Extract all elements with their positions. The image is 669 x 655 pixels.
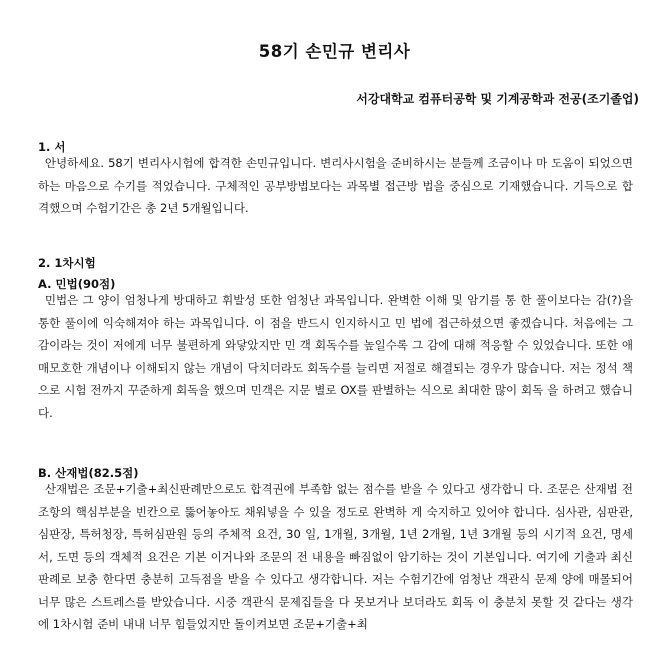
subsection-a-heading: A. 민법(90점) [38, 277, 116, 291]
subsection-b-paragraph: 산재법은 조문+기출+최신판례만으로도 합격권에 부족함 없는 점수를 받을 수 있다고 생각합니 다. 조문은 산재법 전 조항의 핵심부분을 빈칸으로 뚫어놓아도 채워넣을 수 있을 정도로 완벽하 게 숙지하고 있어야 합니다. 심사관, 심판관, 심판장, 특허청장, 특허심판원 등의 주체적 요건, 30 일, 1개월, 3개월, 1년 2개월, 1년 3개월 등의 시기적 요건, 명세서, 도면 등의 객체적 요건은 기본 이거나와 조문의 전 내용을 빠짐없이 암기하는 것이 기본입니다. 여기에 기출과 최신판례로 보충 한다면 충분히 고득점을 받을 수 있다고 생각합니다. 저는 수험기간에 엄청난 객관식 문제 양에 매몰되어 너무 많은 스트레스를 받았습니다. 시중 객관식 문제집들을 다 못보거나 보더라도 회독 이 충분치 못할 것 같다는 생각에 1차시험 준비 내내 너무 힘들었지만 돌이켜보면 조문+기출+최 [38, 482, 633, 631]
section-2-heading: 2. 1차시험 [38, 256, 96, 270]
document-title: 58기 손민규 변리사 [258, 42, 411, 61]
section-1-heading: 1. 서 [38, 140, 66, 154]
subsection-b-heading: B. 산재법(82.5점) [38, 466, 139, 480]
subsection-a-paragraph: 민법은 그 양이 엄청나게 방대하고 휘발성 또한 엄청난 과목입니다. 완벽한 이해 및 암기를 통 한 풀이보다는 감(?)을 통한 풀이에 익숙해져야 하는 과목입니다. 이 점을 반드시 인지하시고 민 법에 접근하셨으면 좋겠습니다. 처음에는 그 감이라는 것이 저에게 너무 불편하게 와닿았지만 민 객 회독수를 높일수록 그 감에 대해 적응할 수 있었습니다. 또한 애매모호한 개념이나 이해되지 않는 개념이 닥치더라도 회독수를 늘리면 저절로 해결되는 경우가 많습니다. 저는 정석 책으로 시험 전까지 꾸준하게 회독을 했으며 민객은 지문 별로 OX를 판별하는 식으로 최대한 많이 회독 을 하려고 했습니다. [38, 293, 633, 420]
section-1-paragraph: 안녕하세요. 58기 변리사시험에 합격한 손민규입니다. 변리사시험을 준비하시는 분들께 조금이나 마 도움이 되었으면 하는 마음으로 수기를 적었습니다. 구체적인 공부방법보다는 과목별 접근방 법을 중심으로 기재했습니다. 기득으로 합격했으며 수험기간은 총 2년 5개월입니다. [38, 156, 633, 215]
author-affiliation: 서강대학교 컴퓨터공학 및 기계공학과 전공(조기졸업) [356, 92, 639, 106]
